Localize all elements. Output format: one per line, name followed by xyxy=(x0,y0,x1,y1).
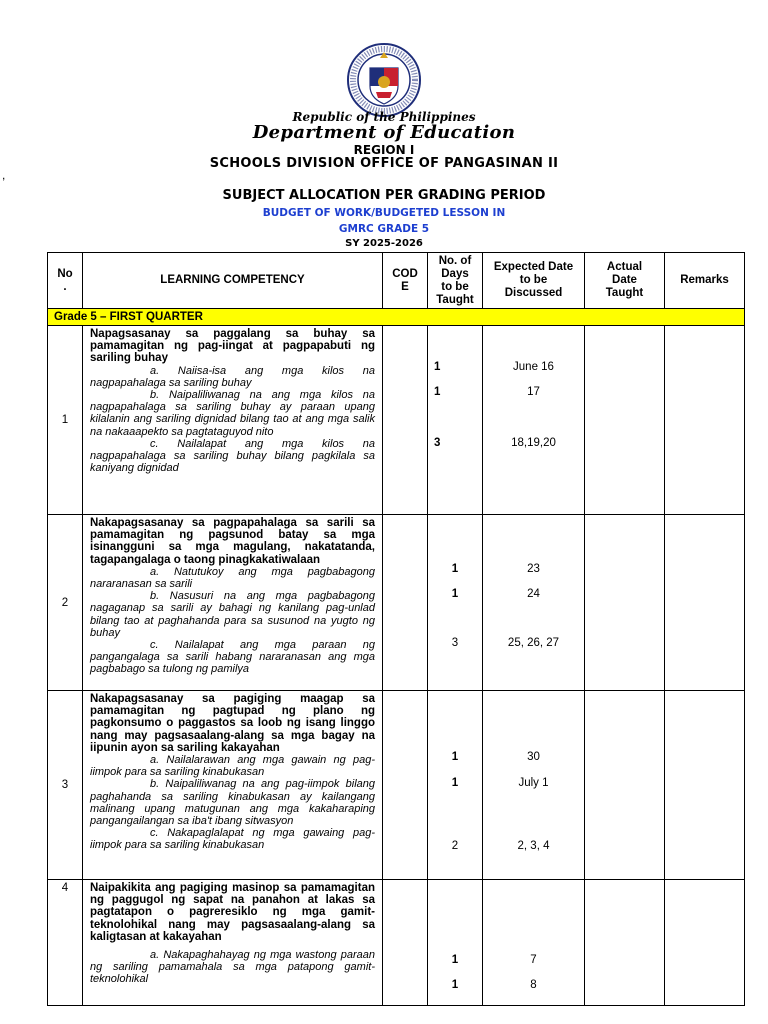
col-header-actual-date: Actual Date Taught xyxy=(585,253,665,309)
days-cell xyxy=(428,326,483,515)
competency-sub-c: c. Nailalapat ang mga kilos na nagpapahalaga sa sariling buhay bilang pagkilala sa kaniyang dignidad xyxy=(90,437,375,475)
expected-date-cell xyxy=(483,515,585,691)
days-cell xyxy=(428,691,483,880)
competency-sub-b: b. Naipaliliwanag na ang mga kilos na nagpapahalaga sa sariling buhay ay paraan upang kilalanin ang sariling dignidad bilang tao at ang mga salik na nakaaapekto sa pagtataguyod nito xyxy=(90,389,375,438)
table-header-row xyxy=(48,253,745,309)
days-value: 1 xyxy=(451,751,459,763)
expected-date: 8 xyxy=(530,979,537,991)
days-value: 1 xyxy=(451,777,459,789)
expected-date: 2, 3, 4 xyxy=(517,840,550,852)
col-header-no: No . xyxy=(48,253,83,309)
expected-date-cell xyxy=(483,880,585,1006)
code-cell xyxy=(383,880,428,1006)
col-header-days: No. of Days to be Taught xyxy=(428,253,483,309)
days-value: 1 xyxy=(451,954,459,966)
table-row xyxy=(48,691,745,880)
expected-date-cell xyxy=(483,691,585,880)
expected-date: 7 xyxy=(530,954,537,966)
quarter-row xyxy=(48,309,745,326)
col-header-code: COD E xyxy=(383,253,428,309)
competency-sub-c: c. Nailalapat ang mga paraan ng pangangalaga sa sarili habang nararanasan ang mga pagbabago sa tulong ng pamilya xyxy=(90,639,375,676)
days-value: 1 xyxy=(434,361,441,373)
republic-heading: Republic of the Philippines xyxy=(292,110,476,124)
expected-date: 25, 26, 27 xyxy=(507,637,560,649)
competency-sub-a: a. Nailalarawan ang mga gawain ng pag-iimpok para sa sariling kinabukasan xyxy=(90,754,375,779)
quarter-label: Grade 5 – FIRST QUARTER xyxy=(48,309,745,326)
code-cell xyxy=(383,326,428,515)
remarks-cell xyxy=(665,326,745,515)
actual-date-cell xyxy=(585,691,665,880)
competency-sub-b: b. Naipaliliwanag na ang pag-iimpok bilang paghahanda sa sariling kinabukasan ay kailangang malinang upang matugunan ang mga kakaharaping pangangailangan sa iba't ibang sitwasyon xyxy=(90,778,375,828)
days-value: 3 xyxy=(434,437,441,449)
row-number: 1 xyxy=(48,326,83,515)
col-header-competency: LEARNING COMPETENCY xyxy=(83,253,383,309)
row-number: 4 xyxy=(48,880,83,1006)
days-value: 1 xyxy=(434,386,441,398)
remarks-cell xyxy=(665,880,745,1006)
row-number: 3 xyxy=(48,691,83,880)
actual-date-cell xyxy=(585,326,665,515)
expected-date: 30 xyxy=(527,751,540,763)
expected-date: 17 xyxy=(527,386,540,398)
document-title: SUBJECT ALLOCATION PER GRADING PERIOD xyxy=(222,188,546,203)
expected-date: June 16 xyxy=(513,361,554,373)
school-year: SY 2025-2026 xyxy=(345,238,423,249)
division-heading: SCHOOLS DIVISION OFFICE OF PANGASINAN II xyxy=(209,156,559,171)
days-cell xyxy=(428,880,483,1006)
table-row xyxy=(48,326,745,515)
competency-sub-a: a. Naiisa-isa ang mga kilos na nagpapahalaga sa sariling buhay xyxy=(90,364,375,389)
competency-sub-a: a. Nakapaghahayag ng mga wastong paraan ng sariling pamamahala sa mga patapong gamit- teknolohikal xyxy=(90,949,375,986)
days-value: 3 xyxy=(451,637,459,649)
deped-seal-logo xyxy=(346,42,422,118)
row-number: 2 xyxy=(48,515,83,691)
days-value: 1 xyxy=(451,588,459,600)
region-heading: REGION I xyxy=(353,143,415,157)
competency-heading: Naipakikita ang pagiging masinop sa pamamagitan ng paggugol ng sapat na panahon at lakas sa pagtatapon o pagreresiklo ng mga gamit-teknolohikal nang may pagsasaalang-alang sa kaligtasan at kakayahan xyxy=(90,882,375,943)
competency-heading: Napagsasanay sa paggalang sa buhay sa pamamagitan ng pag-iingat at pagpapabuti ng sariling buhay xyxy=(90,328,375,365)
expected-date: 23 xyxy=(527,563,540,575)
document-subtitle: BUDGET OF WORK/BUDGETED LESSON IN xyxy=(262,207,506,219)
competency-cell xyxy=(83,326,383,515)
expected-date-cell xyxy=(483,326,585,515)
subject-label: GMRC GRADE 5 xyxy=(338,223,430,235)
days-cell xyxy=(428,515,483,691)
competency-cell xyxy=(83,880,383,1006)
table-row xyxy=(48,880,745,1006)
competency-sub-a: a. Natutukoy ang mga pagbabagong nararanasan sa sarili xyxy=(90,565,375,591)
competency-sub-b: b. Nasusuri na ang mga pagbabagong nagaganap sa sarili ay bahagi ng kanilang pag-unlad bilang tao at paghahanda para sa susunod na yugto ng buhay xyxy=(90,590,375,639)
competency-sub-c: c. Nakapaglalapat ng mga gawaing pag-iimpok para sa sariling kinabukasan xyxy=(90,827,375,852)
table-row xyxy=(48,515,745,691)
competency-heading: Nakapagsasanay sa pagiging maagap sa pamamagitan ng pagtupad ng plano ng pagkonsumo o paggastos sa loob ng isang linggo nang may pagsasaalang-alang sa mga bagay na iipunin ayon sa sariling kakayahan xyxy=(90,693,375,754)
competency-heading: Nakapagsasanay sa pagpapahalaga sa sarili sa pamamagitan ng pagsunod batay sa mga isinangguni sa mga magulang, nakatatanda, tagapangalaga o taong pinagkakatiwalaan xyxy=(90,517,375,566)
code-cell xyxy=(383,515,428,691)
expected-date: 24 xyxy=(527,588,540,600)
remarks-cell xyxy=(665,515,745,691)
remarks-cell xyxy=(665,691,745,880)
actual-date-cell xyxy=(585,880,665,1006)
department-heading: Department of Education xyxy=(252,122,516,143)
actual-date-cell xyxy=(585,515,665,691)
col-header-remarks: Remarks xyxy=(665,253,745,309)
days-value: 1 xyxy=(451,979,459,991)
stray-mark: , xyxy=(2,168,6,182)
days-value: 1 xyxy=(451,563,459,575)
competency-cell xyxy=(83,515,383,691)
days-value: 2 xyxy=(451,840,459,852)
expected-date: 18,19,20 xyxy=(511,437,556,449)
expected-date: July 1 xyxy=(518,777,549,789)
code-cell xyxy=(383,691,428,880)
competency-cell xyxy=(83,691,383,880)
budget-of-work-table xyxy=(47,252,745,1006)
col-header-expected-date: Expected Date to be Discussed xyxy=(483,253,585,309)
